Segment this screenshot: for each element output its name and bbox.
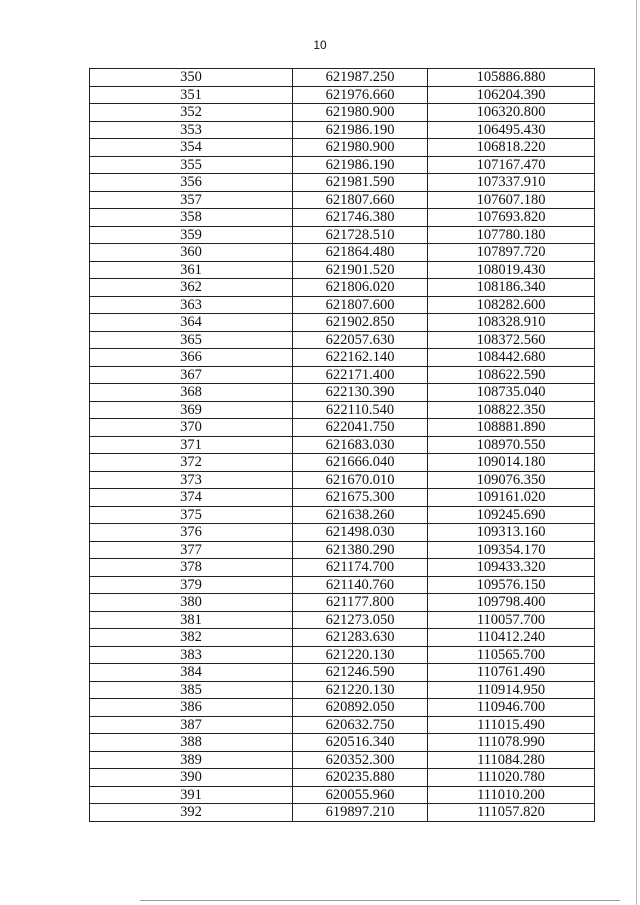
- point-number-cell: 386: [90, 699, 293, 717]
- table-row: [90, 174, 595, 192]
- point-number-cell: 366: [90, 349, 293, 367]
- y-coordinate-cell: 109076.350: [428, 471, 595, 489]
- x-coordinate-cell: 620516.340: [293, 734, 428, 752]
- table-row: [90, 69, 595, 87]
- x-coordinate-cell: 621987.250: [293, 69, 428, 87]
- table-row: [90, 454, 595, 472]
- x-coordinate-cell: 620055.960: [293, 786, 428, 804]
- y-coordinate-cell: 108735.040: [428, 384, 595, 402]
- point-number-cell: 355: [90, 156, 293, 174]
- y-coordinate-cell: 110914.950: [428, 681, 595, 699]
- x-coordinate-cell: 621220.130: [293, 646, 428, 664]
- point-number-cell: 360: [90, 244, 293, 262]
- x-coordinate-cell: 621901.520: [293, 261, 428, 279]
- x-coordinate-cell: 621864.480: [293, 244, 428, 262]
- y-coordinate-cell: 108622.590: [428, 366, 595, 384]
- x-coordinate-cell: 621980.900: [293, 139, 428, 157]
- y-coordinate-cell: 107897.720: [428, 244, 595, 262]
- table-row: [90, 261, 595, 279]
- y-coordinate-cell: 109354.170: [428, 541, 595, 559]
- table-row: [90, 681, 595, 699]
- y-coordinate-cell: 107337.910: [428, 174, 595, 192]
- y-coordinate-cell: 106320.800: [428, 104, 595, 122]
- point-number-cell: 378: [90, 559, 293, 577]
- x-coordinate-cell: 621728.510: [293, 226, 428, 244]
- x-coordinate-cell: 621683.030: [293, 436, 428, 454]
- table-row: [90, 594, 595, 612]
- point-number-cell: 389: [90, 751, 293, 769]
- table-row: [90, 804, 595, 822]
- point-number-cell: 371: [90, 436, 293, 454]
- y-coordinate-cell: 110946.700: [428, 699, 595, 717]
- x-coordinate-cell: 621902.850: [293, 314, 428, 332]
- table-row: [90, 419, 595, 437]
- x-coordinate-cell: 622041.750: [293, 419, 428, 437]
- x-coordinate-cell: 621220.130: [293, 681, 428, 699]
- table-row: [90, 226, 595, 244]
- point-number-cell: 374: [90, 489, 293, 507]
- y-coordinate-cell: 111010.200: [428, 786, 595, 804]
- x-coordinate-cell: 622057.630: [293, 331, 428, 349]
- table-row: [90, 664, 595, 682]
- x-coordinate-cell: 621980.900: [293, 104, 428, 122]
- point-number-cell: 380: [90, 594, 293, 612]
- point-number-cell: 367: [90, 366, 293, 384]
- table-row: [90, 471, 595, 489]
- x-coordinate-cell: 621140.760: [293, 576, 428, 594]
- y-coordinate-cell: 106204.390: [428, 86, 595, 104]
- y-coordinate-cell: 108970.550: [428, 436, 595, 454]
- y-coordinate-cell: 111084.280: [428, 751, 595, 769]
- point-number-cell: 391: [90, 786, 293, 804]
- table-row: [90, 104, 595, 122]
- y-coordinate-cell: 109014.180: [428, 454, 595, 472]
- table-row: [90, 279, 595, 297]
- table-row: [90, 121, 595, 139]
- y-coordinate-cell: 106495.430: [428, 121, 595, 139]
- scan-edge-right: [636, 0, 637, 905]
- y-coordinate-cell: 109433.320: [428, 559, 595, 577]
- y-coordinate-cell: 110761.490: [428, 664, 595, 682]
- point-number-cell: 359: [90, 226, 293, 244]
- x-coordinate-cell: 621177.800: [293, 594, 428, 612]
- point-number-cell: 375: [90, 506, 293, 524]
- table-row: [90, 296, 595, 314]
- y-coordinate-cell: 109245.690: [428, 506, 595, 524]
- table-row: [90, 401, 595, 419]
- x-coordinate-cell: 622130.390: [293, 384, 428, 402]
- x-coordinate-cell: 621807.660: [293, 191, 428, 209]
- point-number-cell: 364: [90, 314, 293, 332]
- y-coordinate-cell: 109161.020: [428, 489, 595, 507]
- x-coordinate-cell: 619897.210: [293, 804, 428, 822]
- x-coordinate-cell: 620892.050: [293, 699, 428, 717]
- y-coordinate-cell: 107607.180: [428, 191, 595, 209]
- point-number-cell: 353: [90, 121, 293, 139]
- table-row: [90, 611, 595, 629]
- x-coordinate-cell: 620235.880: [293, 769, 428, 787]
- y-coordinate-cell: 109313.160: [428, 524, 595, 542]
- x-coordinate-cell: 621174.700: [293, 559, 428, 577]
- table-row: [90, 629, 595, 647]
- x-coordinate-cell: 621273.050: [293, 611, 428, 629]
- y-coordinate-cell: 110057.700: [428, 611, 595, 629]
- y-coordinate-cell: 109576.150: [428, 576, 595, 594]
- point-number-cell: 362: [90, 279, 293, 297]
- point-number-cell: 390: [90, 769, 293, 787]
- x-coordinate-cell: 621380.290: [293, 541, 428, 559]
- table-row: [90, 366, 595, 384]
- x-coordinate-cell: 621666.040: [293, 454, 428, 472]
- table-row: [90, 156, 595, 174]
- point-number-cell: 357: [90, 191, 293, 209]
- point-number-cell: 387: [90, 716, 293, 734]
- table-row: [90, 191, 595, 209]
- y-coordinate-cell: 107167.470: [428, 156, 595, 174]
- y-coordinate-cell: 111015.490: [428, 716, 595, 734]
- x-coordinate-cell: 621670.010: [293, 471, 428, 489]
- point-number-cell: 358: [90, 209, 293, 227]
- x-coordinate-cell: 621806.020: [293, 279, 428, 297]
- table-row: [90, 524, 595, 542]
- x-coordinate-cell: 620632.750: [293, 716, 428, 734]
- table-row: [90, 786, 595, 804]
- point-number-cell: 363: [90, 296, 293, 314]
- point-number-cell: 356: [90, 174, 293, 192]
- x-coordinate-cell: 622110.540: [293, 401, 428, 419]
- x-coordinate-cell: 621283.630: [293, 629, 428, 647]
- point-number-cell: 379: [90, 576, 293, 594]
- coordinates-table-body: [90, 69, 595, 822]
- y-coordinate-cell: 108186.340: [428, 279, 595, 297]
- point-number-cell: 370: [90, 419, 293, 437]
- y-coordinate-cell: 108019.430: [428, 261, 595, 279]
- point-number-cell: 351: [90, 86, 293, 104]
- x-coordinate-cell: 621981.590: [293, 174, 428, 192]
- table-row: [90, 559, 595, 577]
- table-row: [90, 436, 595, 454]
- table-row: [90, 541, 595, 559]
- y-coordinate-cell: 107780.180: [428, 226, 595, 244]
- point-number-cell: 369: [90, 401, 293, 419]
- table-row: [90, 699, 595, 717]
- table-row: [90, 751, 595, 769]
- point-number-cell: 388: [90, 734, 293, 752]
- y-coordinate-cell: 108822.350: [428, 401, 595, 419]
- y-coordinate-cell: 108372.560: [428, 331, 595, 349]
- x-coordinate-cell: 620352.300: [293, 751, 428, 769]
- x-coordinate-cell: 621746.380: [293, 209, 428, 227]
- x-coordinate-cell: 621986.190: [293, 156, 428, 174]
- x-coordinate-cell: 621986.190: [293, 121, 428, 139]
- point-number-cell: 381: [90, 611, 293, 629]
- point-number-cell: 383: [90, 646, 293, 664]
- table-row: [90, 716, 595, 734]
- x-coordinate-cell: 621246.590: [293, 664, 428, 682]
- x-coordinate-cell: 621638.260: [293, 506, 428, 524]
- y-coordinate-cell: 107693.820: [428, 209, 595, 227]
- table-row: [90, 86, 595, 104]
- point-number-cell: 372: [90, 454, 293, 472]
- x-coordinate-cell: 621976.660: [293, 86, 428, 104]
- table-row: [90, 209, 595, 227]
- table-row: [90, 349, 595, 367]
- table-row: [90, 506, 595, 524]
- point-number-cell: 368: [90, 384, 293, 402]
- point-number-cell: 361: [90, 261, 293, 279]
- table-row: [90, 384, 595, 402]
- table-row: [90, 769, 595, 787]
- table-row: [90, 734, 595, 752]
- table-row: [90, 244, 595, 262]
- table-row: [90, 331, 595, 349]
- point-number-cell: 376: [90, 524, 293, 542]
- point-number-cell: 352: [90, 104, 293, 122]
- point-number-cell: 392: [90, 804, 293, 822]
- y-coordinate-cell: 108881.890: [428, 419, 595, 437]
- point-number-cell: 382: [90, 629, 293, 647]
- table-row: [90, 314, 595, 332]
- x-coordinate-cell: 621675.300: [293, 489, 428, 507]
- x-coordinate-cell: 622162.140: [293, 349, 428, 367]
- y-coordinate-cell: 108328.910: [428, 314, 595, 332]
- y-coordinate-cell: 110412.240: [428, 629, 595, 647]
- point-number-cell: 365: [90, 331, 293, 349]
- table-row: [90, 139, 595, 157]
- x-coordinate-cell: 621807.600: [293, 296, 428, 314]
- table-row: [90, 489, 595, 507]
- coordinates-table: [89, 68, 595, 822]
- page-number: 10: [313, 38, 327, 52]
- y-coordinate-cell: 109798.400: [428, 594, 595, 612]
- scan-edge-bottom: [140, 900, 620, 901]
- point-number-cell: 354: [90, 139, 293, 157]
- x-coordinate-cell: 622171.400: [293, 366, 428, 384]
- point-number-cell: 385: [90, 681, 293, 699]
- table-row: [90, 646, 595, 664]
- point-number-cell: 350: [90, 69, 293, 87]
- point-number-cell: 384: [90, 664, 293, 682]
- point-number-cell: 377: [90, 541, 293, 559]
- y-coordinate-cell: 105886.880: [428, 69, 595, 87]
- y-coordinate-cell: 108282.600: [428, 296, 595, 314]
- y-coordinate-cell: 106818.220: [428, 139, 595, 157]
- y-coordinate-cell: 111057.820: [428, 804, 595, 822]
- y-coordinate-cell: 108442.680: [428, 349, 595, 367]
- point-number-cell: 373: [90, 471, 293, 489]
- y-coordinate-cell: 110565.700: [428, 646, 595, 664]
- table-row: [90, 576, 595, 594]
- y-coordinate-cell: 111020.780: [428, 769, 595, 787]
- y-coordinate-cell: 111078.990: [428, 734, 595, 752]
- x-coordinate-cell: 621498.030: [293, 524, 428, 542]
